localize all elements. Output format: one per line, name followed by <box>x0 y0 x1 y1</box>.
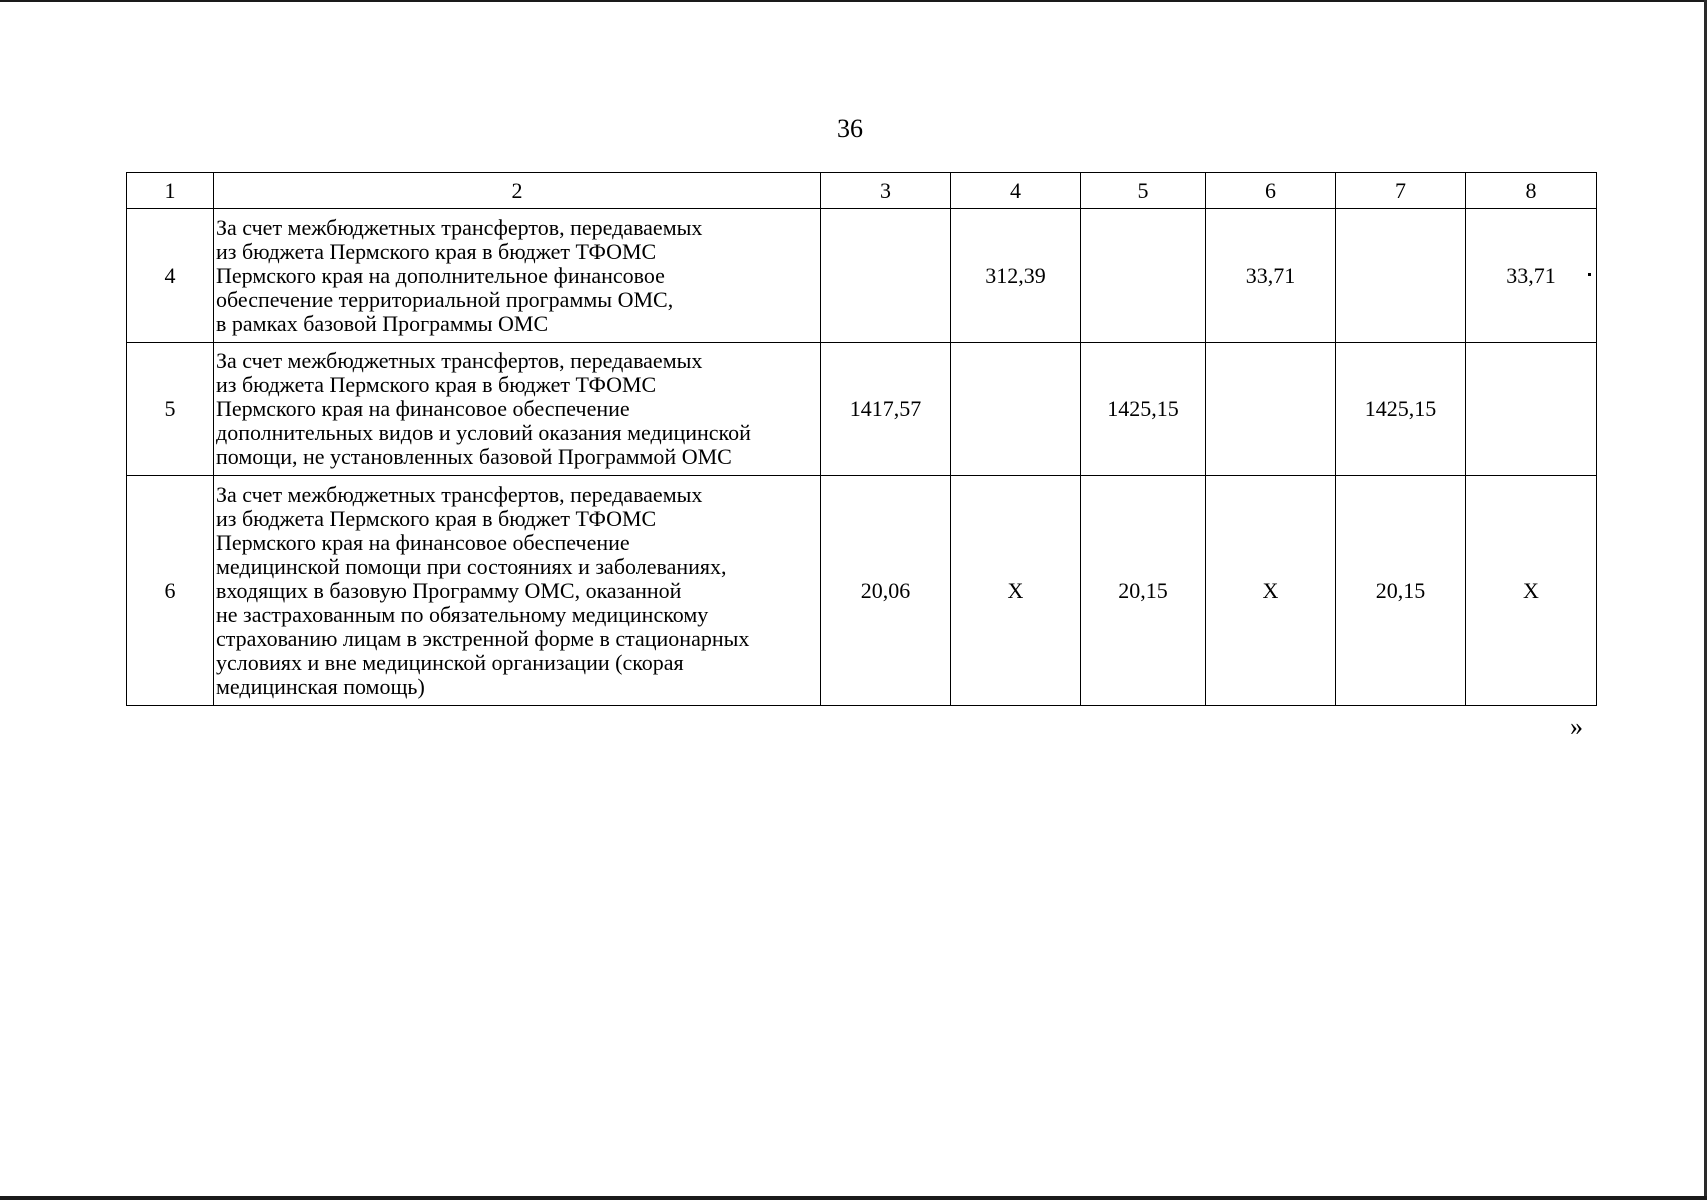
cell-col4 <box>951 343 1081 476</box>
scan-edge-top <box>0 0 1707 2</box>
column-header: 7 <box>1336 173 1466 209</box>
row-description: За счет межбюджетных трансфертов, передаваемых из бюджета Пермского края в бюджет ТФОМС Пермского края на финансовое обеспечение медицинской помощи при состояниях и заболеваниях, входящих в базовую Программу ОМС, оказанной не застрахованным по обязательному медицинскому страхованию лицам в экстренной форме в стационарных условиях и вне медицинской организации (скорая медицинская помощь) <box>214 476 821 706</box>
table-row <box>127 476 1597 706</box>
table-header-row <box>127 173 1597 209</box>
cell-col5 <box>1081 209 1206 343</box>
column-header: 5 <box>1081 173 1206 209</box>
column-header: 3 <box>821 173 951 209</box>
cell-col3: 1417,57 <box>821 343 951 476</box>
cell-col8: X <box>1466 476 1597 706</box>
column-header: 2 <box>214 173 821 209</box>
column-header: 1 <box>127 173 214 209</box>
table-row <box>127 209 1597 343</box>
row-number: 6 <box>127 476 214 706</box>
cell-col6 <box>1206 343 1336 476</box>
row-description: За счет межбюджетных трансфертов, передаваемых из бюджета Пермского края в бюджет ТФОМС Пермского края на дополнительное финансовое обеспечение территориальной программы ОМС, в рамках базовой Программы ОМС <box>214 209 821 343</box>
row-number: 5 <box>127 343 214 476</box>
cell-col7: 20,15 <box>1336 476 1466 706</box>
cell-col3 <box>821 209 951 343</box>
cell-col7: 1425,15 <box>1336 343 1466 476</box>
row-description: За счет межбюджетных трансфертов, передаваемых из бюджета Пермского края в бюджет ТФОМС Пермского края на финансовое обеспечение дополнительных видов и условий оказания медицинской помощи, не установленных базовой Программой ОМС <box>214 343 821 476</box>
cell-col4: X <box>951 476 1081 706</box>
page-number: 36 <box>837 114 863 143</box>
row-number: 4 <box>127 209 214 343</box>
column-header: 6 <box>1206 173 1336 209</box>
scan-edge-bottom <box>0 1196 1707 1200</box>
cell-col5: 1425,15 <box>1081 343 1206 476</box>
table-row <box>127 343 1597 476</box>
budget-table <box>126 172 1597 706</box>
cell-col5: 20,15 <box>1081 476 1206 706</box>
cell-col7 <box>1336 209 1466 343</box>
column-header: 8 <box>1466 173 1597 209</box>
cell-col6: X <box>1206 476 1336 706</box>
cell-col4: 312,39 <box>951 209 1081 343</box>
closing-quote-mark: » <box>1570 712 1583 741</box>
scan-speck <box>1588 273 1591 276</box>
column-header: 4 <box>951 173 1081 209</box>
cell-col6: 33,71 <box>1206 209 1336 343</box>
cell-col3: 20,06 <box>821 476 951 706</box>
cell-col8 <box>1466 343 1597 476</box>
cell-col8: 33,71 <box>1466 209 1597 343</box>
